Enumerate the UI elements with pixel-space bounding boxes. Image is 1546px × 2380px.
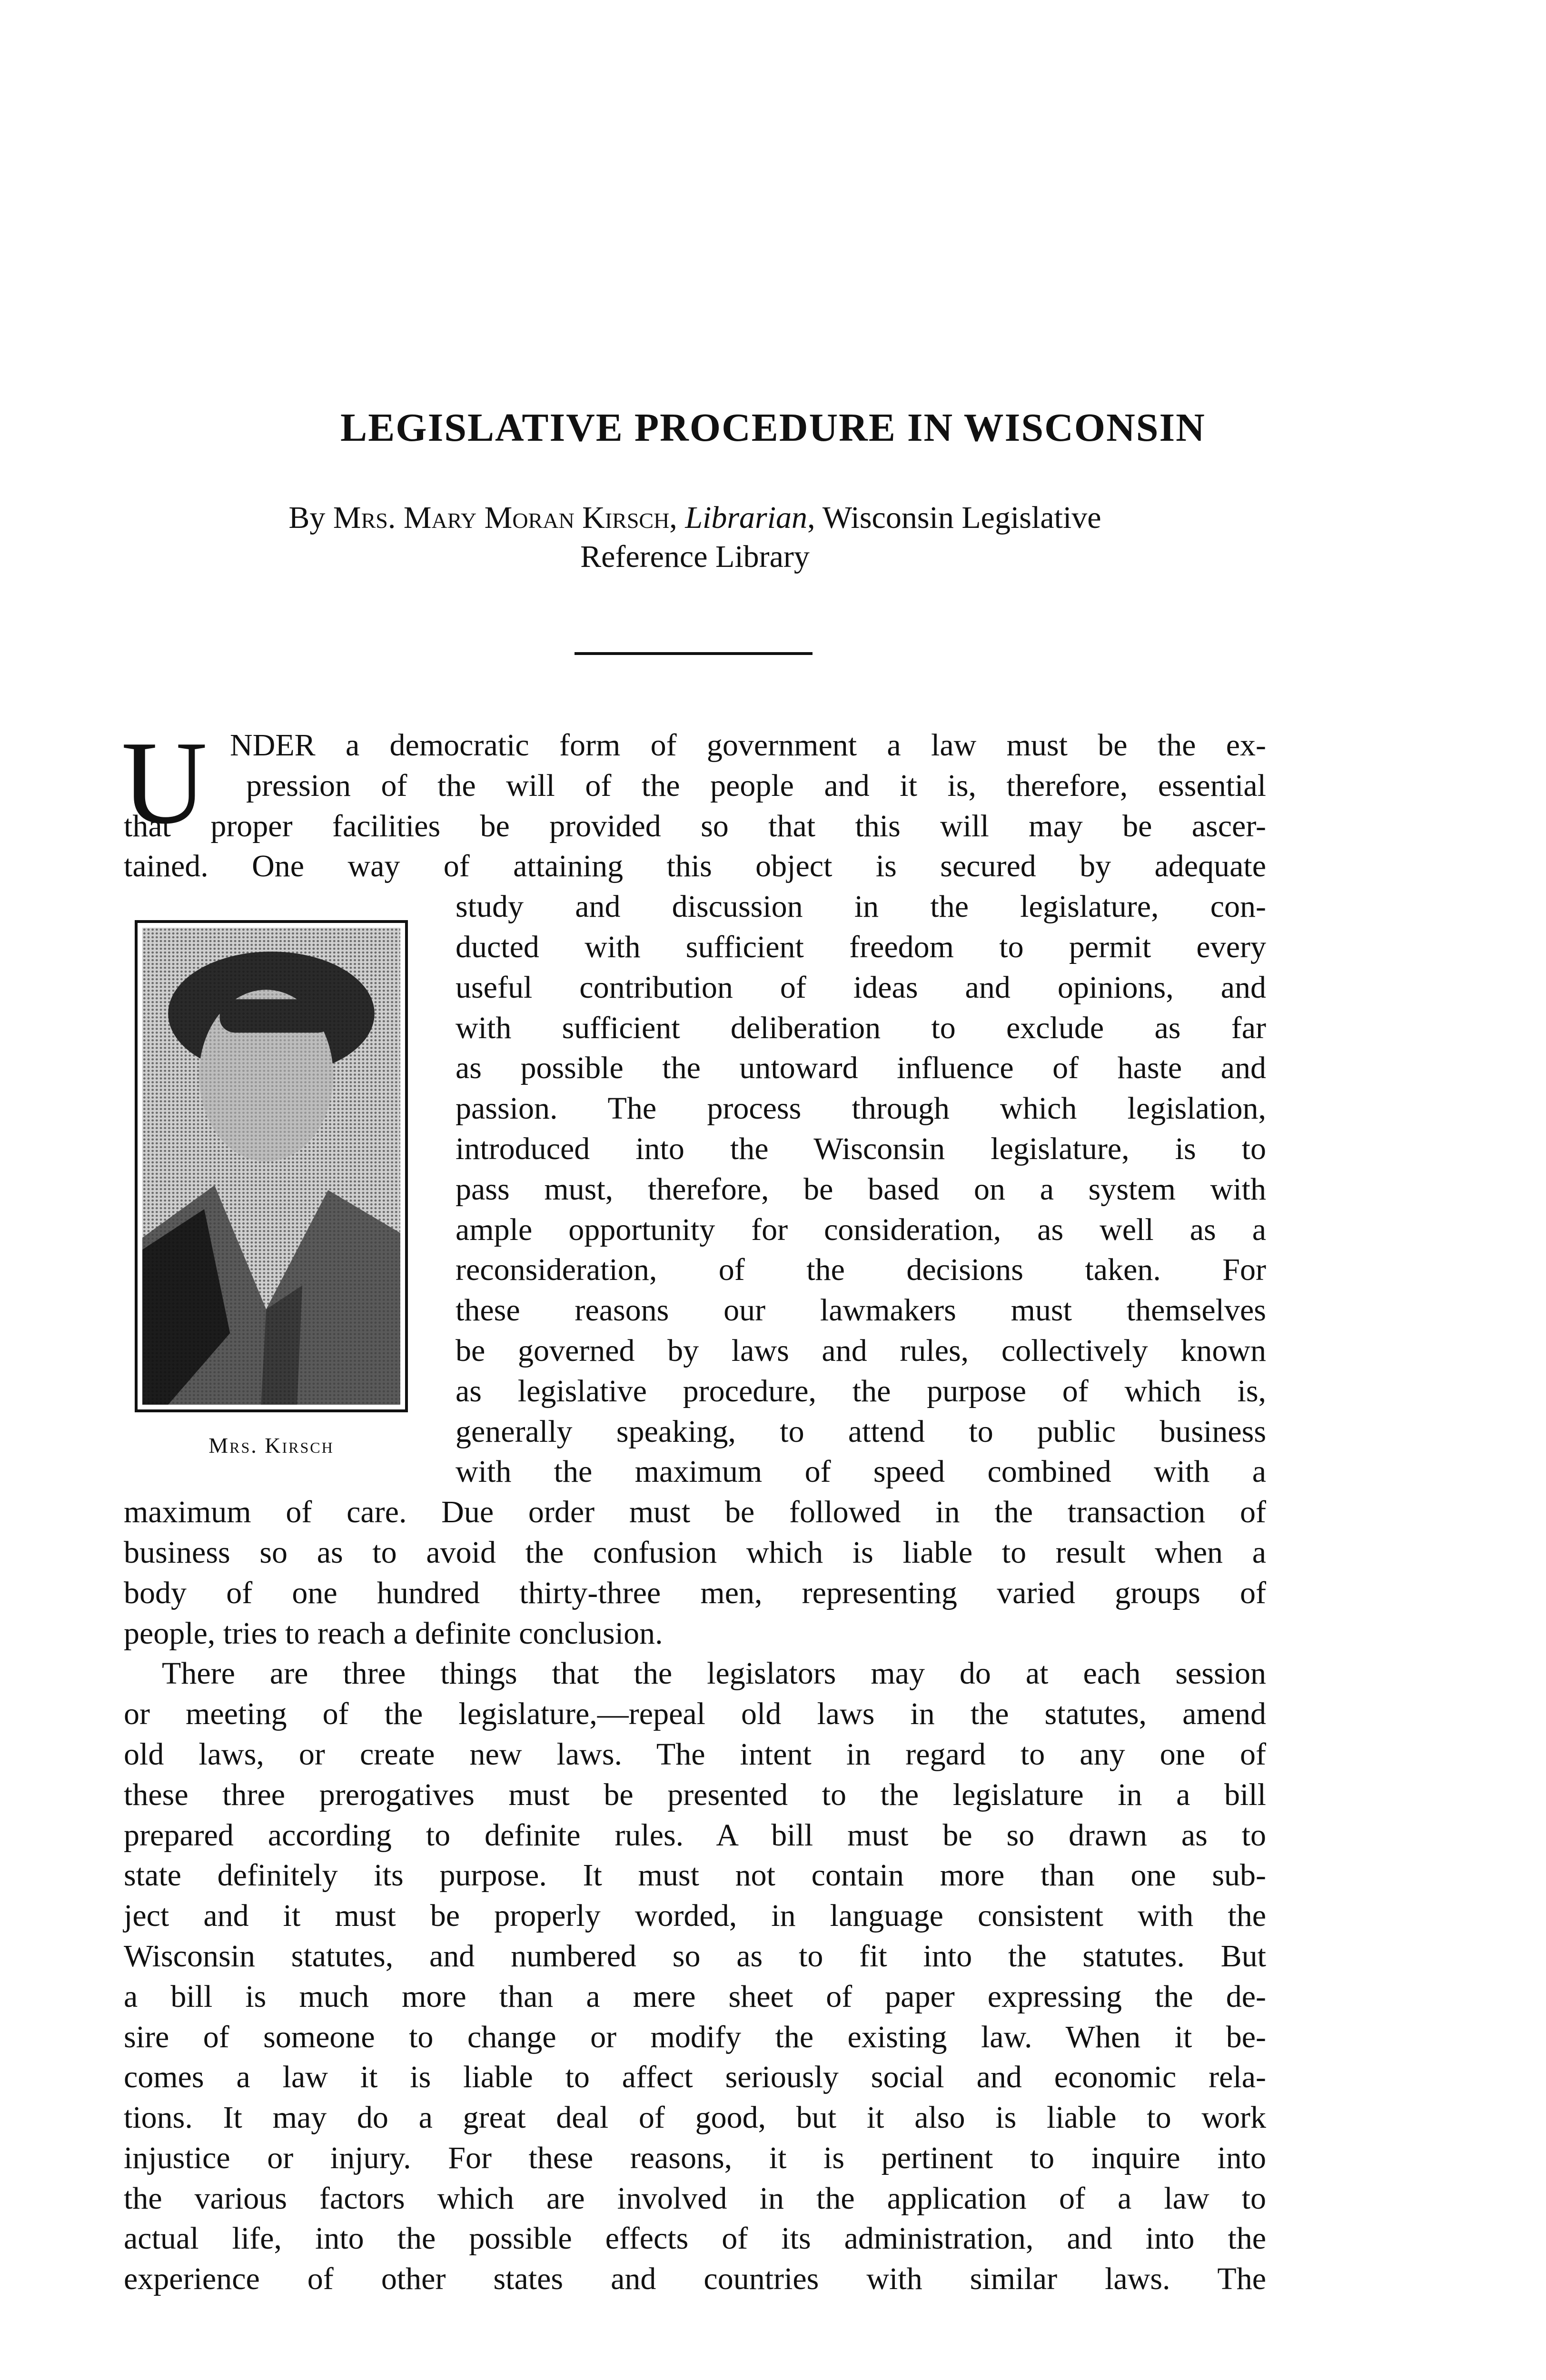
text-line: experience of other states and countries with similar laws. The [124, 2261, 1266, 2297]
text-line: generally speaking, to attend to public business [456, 1414, 1266, 1449]
separator-rule [575, 652, 813, 655]
text-line: ject and it must be properly worded, in language consistent with the [124, 1898, 1266, 1934]
text-line: injustice or injury. For these reasons, it is pertinent to inquire into [124, 2140, 1266, 2175]
byline-by: By [288, 500, 326, 535]
text-line: be governed by laws and rules, collectively known [456, 1333, 1266, 1368]
text-line: old laws, or create new laws. The intent in regard to any one of [124, 1736, 1266, 1772]
text-line: NDER a democratic form of government a law must be the ex- [230, 728, 1266, 763]
text-line: study and discussion in the legislature, con- [456, 889, 1266, 924]
text-line: passion. The process through which legislation, [456, 1091, 1266, 1126]
article-title: LEGISLATIVE PROCEDURE IN WISCONSIN [340, 406, 1206, 450]
text-line: with the maximum of speed combined with a [456, 1454, 1266, 1489]
text-line: a bill is much more than a mere sheet of paper expressing the de- [124, 1979, 1266, 2014]
text-line: these three prerogatives must be presented to the legislature in a bill [124, 1777, 1266, 1812]
text-line: with sufficient deliberation to exclude as far [456, 1010, 1266, 1045]
text-line: the various factors which are involved in the application of a law to [124, 2181, 1266, 2216]
author-name: Mrs. Mary Moran Kirsch, [333, 500, 677, 535]
byline-affiliation-line-2: Reference Library [580, 539, 810, 574]
article-body [124, 725, 1266, 2300]
text-line: Wisconsin statutes, and numbered so as to fit into the statutes. But [124, 1938, 1266, 1973]
text-line: maximum of care. Due order must be followed in the transaction of [124, 1495, 1266, 1530]
text-line: these reasons our lawmakers must themselves [456, 1293, 1266, 1328]
text-line: ample opportunity for consideration, as well as a [456, 1212, 1266, 1247]
text-line: tions. It may do a great deal of good, but it also is liable to work [124, 2100, 1266, 2135]
drop-cap: U [121, 717, 208, 849]
text-line: as legislative procedure, the purpose of which is, [456, 1373, 1266, 1408]
text-line: state definitely its purpose. It must not contain more than one sub- [124, 1858, 1266, 1893]
text-line: reconsideration, of the decisions taken. For [456, 1252, 1266, 1288]
text-line: sire of someone to change or modify the existing law. When it be- [124, 2019, 1266, 2054]
text-line: pass must, therefore, be based on a system with [456, 1171, 1266, 1207]
text-line: actual life, into the possible effects of its administration, and into the [124, 2221, 1266, 2256]
text-line: comes a law it is liable to affect seriously social and economic rela- [124, 2060, 1266, 2095]
text-line: prepared according to definite rules. A bill must be so drawn as to [124, 1817, 1266, 1853]
text-line: useful contribution of ideas and opinions, and [456, 970, 1266, 1005]
text-line: introduced into the Wisconsin legislature, is to [456, 1131, 1266, 1166]
text-line: pression of the will of the people and it is, therefore, essential [246, 768, 1266, 803]
text-line: people, tries to reach a definite conclusion. [124, 1616, 663, 1651]
text-line: or meeting of the legislature,—repeal old laws in the statutes, amend [124, 1696, 1266, 1732]
text-line: that proper facilities be provided so that this will may be ascer- [124, 808, 1266, 843]
text-line: as possible the untoward influence of haste and [456, 1051, 1266, 1086]
text-line: There are three things that the legislators may do at each session [162, 1656, 1266, 1691]
byline [124, 500, 1266, 536]
author-affiliation: , Wisconsin Legislative [807, 500, 1101, 535]
author-role: Librarian [685, 500, 808, 535]
text-line: tained. One way of attaining this object is secured by adequate [124, 849, 1266, 884]
photo-caption: Mrs. Kirsch [208, 1433, 334, 1458]
text-line: business so as to avoid the confusion which is liable to result when a [124, 1535, 1266, 1570]
text-line: ducted with sufficient freedom to permit every [456, 929, 1266, 964]
text-line: body of one hundred thirty-three men, representing varied groups of [124, 1575, 1266, 1610]
